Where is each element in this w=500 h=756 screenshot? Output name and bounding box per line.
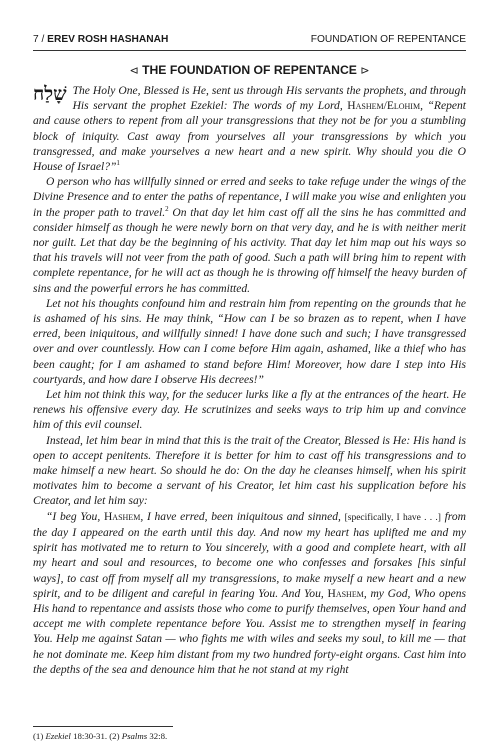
ornament-left-icon: ⊲	[129, 65, 139, 77]
body-text	[33, 84, 466, 678]
page-title	[33, 63, 466, 81]
p1-line2: and through His servant the prophet Ezekiel: The words of my Lord,	[72, 85, 466, 113]
title-text: THE FOUNDATION OF REPENTANCE	[142, 63, 357, 77]
paragraph-2	[33, 175, 466, 297]
p1-line1: The Holy One, Blessed is He, sent us through His servants the prophets,	[72, 85, 407, 97]
page-number: 7	[33, 34, 39, 45]
footnote-2-book: Psalms	[121, 731, 148, 741]
chapter-title: FOUNDATION OF REPENTANCE	[310, 34, 466, 45]
running-header	[33, 34, 466, 50]
hebrew-opening-word: שָׁלַח	[33, 83, 67, 105]
paragraph-3: Let not his thoughts confound him and restrain him from repenting on the grounds that he is ashamed of his sins. He may think, “How can I be so brazen as to repent, when I have erred, been iniquitous, and willfully sinned! I have done such and such; I have transgressed over and over countlessly. How can I come before Him again, ashamed, like a thief who has been caught; for I am ashamed to stand before Him! Moreover, how dare I step into His courtyards, and how dare I observe His decrees!”	[33, 297, 466, 386]
paragraph-6	[33, 510, 466, 678]
p2-part-a: O person who has willfully sinned or erred and seeks to take refuge under the wings of the Divine Presence and to enter the paths of repentance, I will make you wise and enlighten you in the proper path to travel.	[33, 176, 466, 219]
divine-name-smallcaps-2: Hashem	[103, 510, 141, 523]
divine-name-smallcaps: Hashem/Elohim	[347, 100, 421, 113]
ornament-right-icon: ⊳	[360, 65, 370, 77]
p6-part-b: , I have erred, been iniquitous and sinned,	[140, 510, 345, 523]
paragraph-4: Let him not think this way, for the seducer lurks like a fly at the entrances of the heart. He renews his offensive every day. He scrutinizes and seeks ways to trip him up and convince him of this evil counsel.	[33, 389, 466, 432]
header-rule	[33, 50, 466, 51]
header-left	[33, 34, 168, 45]
footnote-ref-2: 2	[165, 204, 169, 213]
paragraph-5: Instead, let him bear in mind that this is the trait of the Creator, Blessed is He: His hand is open to accept penitents. Therefore it is better for him to cast off his transgressions and to make himself a new heart. So should he do: On the day he cleanses himself, when his spirit motivates him to become a servant of his Creator, let him cast his supplication before his Creator, and let him say:	[33, 434, 466, 508]
footnote-1-num: (1)	[33, 731, 46, 741]
p6-part-d: , my God, Who opens His hand to repentance and assists those who come to purify themselves, open Your hand and accept me with complete repentance before You. Assist me to strengthen myself in fearing You. Help me against Satan — who fights me with wiles and seeks my soul, to kill me — that he not dominate me. Keep him distant from my two hundred forty-eight organs. Cast him into the depths of the sea and denounce him that he not stand at my right	[33, 587, 466, 676]
footnote-1-book: Ezekiel	[45, 731, 71, 741]
footnote-1-verse: 18:30-31.	[70, 731, 110, 741]
footnote-rule	[33, 726, 173, 727]
divine-name-smallcaps-3: Hashem	[327, 587, 364, 600]
bracket-instruction: [specifically, I have . . .]	[344, 512, 441, 523]
footnotes	[33, 731, 466, 741]
footnote-2-num: (2)	[109, 731, 122, 741]
header-separator: /	[38, 34, 48, 45]
paragraph-1	[33, 84, 466, 175]
p1-rest: , “Repent and cause others to repent from all your transgressions that they not be for you a stumbling block of iniquity. Cast away from yourselves all your transgressions by which you transgressed, and make yourselves a new heart and a new spirit. Why should you die O House of Israel?”	[33, 100, 466, 174]
p6-part-c: from the day I appeared on the earth until this day. And now my heart has uplifted me and my spirit has motivated me to return to You sincerely, with a good and complete heart, with all my heart and soul and resources, to become one who confesses and forsakes [his sinful ways], to cast off from myself all my transgressions, to make myself a new heart and a new spirit, and to be diligent and careful in fearing You. And You,	[33, 510, 466, 600]
footnote-2-verse: 32:8.	[147, 731, 168, 741]
p2-part-b: On that day let him cast off all the sins he has committed and consider himself as though he were newly born on that very day, and he is with neither merit nor guilt. Let that day be the beginning of his activity. That day let him map out his ways so that his travels will not veer from the path of good. Such a path will bring him to repent with complete repentance, for he will act as though he is throwing off himself the heavy burden of sins and the powerful errors he has committed.	[33, 206, 467, 295]
p6-part-a: “I beg You,	[46, 510, 104, 523]
footnote-ref-1: 1	[116, 159, 120, 168]
section-title: EREV ROSH HASHANAH	[47, 34, 169, 45]
